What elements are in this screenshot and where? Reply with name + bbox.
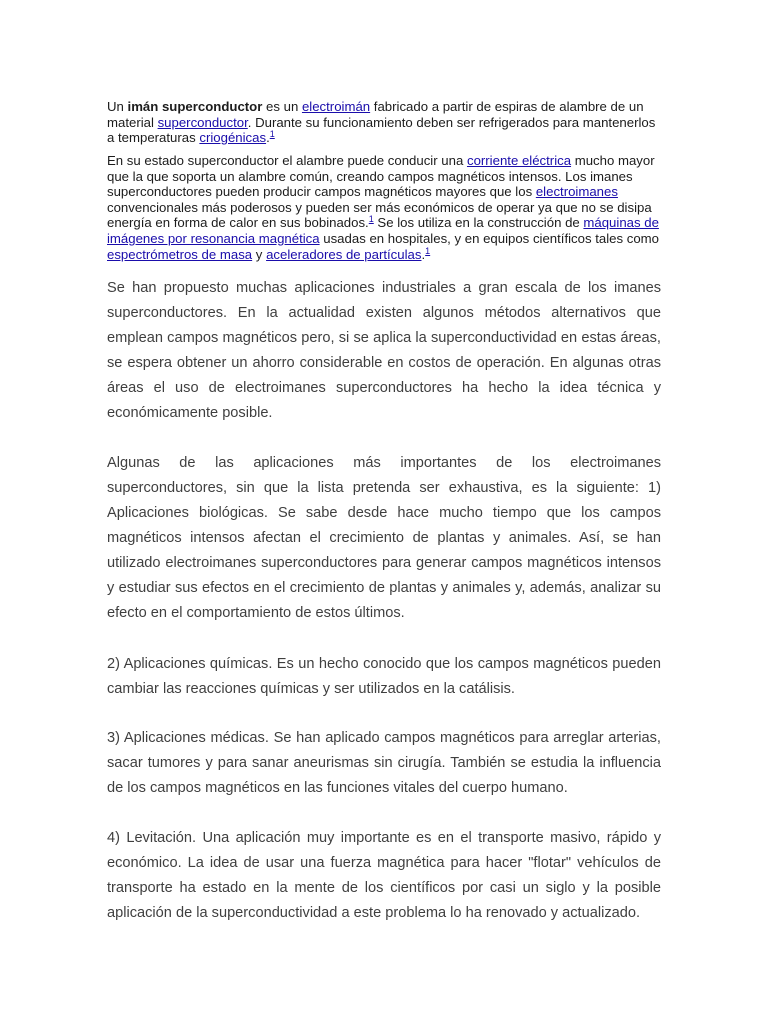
text: convencionales más poderosos y pueden ser más económicos de operar ya que no se disipa energía en forma de calor en sus bobinados. bbox=[107, 199, 652, 231]
reference-link[interactable]: 1 bbox=[269, 129, 275, 140]
link-aceleradores-de-particulas[interactable]: aceleradores de partículas bbox=[266, 246, 422, 262]
reference-link[interactable]: 1 bbox=[368, 214, 374, 225]
body-paragraph-2: Algunas de las aplicaciones más importantes de los electroimanes superconductores, sin que la lista pretenda ser exhaustiva, es la siguiente: 1) Aplicaciones biológicas. Se sabe desde hace mucho tiempo que los campos magnéticos intensos afectan el crecimiento de plantas y animales. Así, se han utilizado electroimanes superconductores para generar campos magnéticos intensos y estudiar sus efectos en el crecimiento de plantas y animales y, además, analizar su efecto en el comportamiento de estos últimos. bbox=[107, 455, 661, 621]
link-corriente-electrica[interactable]: corriente eléctrica bbox=[466, 153, 572, 168]
text: . Durante su funcionamiento deben ser refrigerados para mantenerlos a temperaturas bbox=[107, 114, 656, 146]
body-paragraph-1: Se han propuesto muchas aplicaciones industriales a gran escala de los imanes superconductores. En la actualidad existen algunos métodos alternativos que emplean campos magnéticos pero, si se aplica la superconductividad en estas áreas, se espera obtener un ahorro considerable en costos de operación. En algunas otras áreas el uso de electroimanes superconductores ha hecho la idea técnica y económicamente posible. bbox=[107, 280, 661, 421]
link-espectrometros-de-masa[interactable]: espectrómetros de masa bbox=[107, 246, 253, 262]
text: . bbox=[266, 130, 270, 146]
text: . bbox=[421, 246, 426, 262]
text: Se los utiliza en la construcción de bbox=[373, 215, 584, 231]
body-paragraph-3: 2) Aplicaciones químicas. Es un hecho conocido que los campos magnéticos pueden cambiar las reacciones químicas y ser utilizados en la catálisis. bbox=[107, 656, 661, 697]
body-paragraph-4: 3) Aplicaciones médicas. Se han aplicado campos magnéticos para arreglar arterias, sacar tumores y para sanar aneurismas sin cirugía. También se estudia la influencia de los campos magnéticos en las funciones vitales del cuerpo humano. bbox=[107, 730, 661, 796]
text: fabricado a partir de espiras de alambre de un material bbox=[107, 99, 644, 130]
text: usadas en hospitales, y en equipos científicos tales como bbox=[319, 230, 660, 246]
body-paragraph-5: 4) Levitación. Una aplicación muy importante es en el transporte masivo, rápido y económico. La idea de usar una fuerza magnética para hacer "flotar" vehículos de transporte ha estado en la mente de los científicos por casi un siglo y la posible aplicación de la superconductividad a este problema lo ha renovado y actualizado. bbox=[107, 830, 661, 921]
link-resonancia-magnetica[interactable]: máquinas de imágenes por resonancia magnética bbox=[107, 215, 659, 246]
intro-paragraph-2 bbox=[107, 153, 661, 262]
bold-term: imán superconductor bbox=[127, 99, 263, 114]
text: En su estado superconductor el alambre puede conducir una bbox=[107, 153, 467, 168]
link-electroimanes[interactable]: electroimanes bbox=[535, 184, 618, 200]
text: es un bbox=[262, 99, 302, 114]
text: y bbox=[252, 246, 267, 262]
text: mucho mayor que la que soporta un alambre común, creando campos magnéticos intensos. Los imanes superconductores pueden producir campos magnéticos mayores que los bbox=[107, 153, 655, 200]
intro-paragraph-1 bbox=[107, 99, 661, 146]
link-electroiman[interactable]: electroimán bbox=[301, 99, 371, 114]
link-superconductor[interactable]: superconductor bbox=[157, 114, 248, 130]
text: Un bbox=[107, 99, 128, 114]
reference-link[interactable]: 1 bbox=[425, 245, 431, 256]
link-criogenicas[interactable]: criogénicas bbox=[199, 130, 267, 146]
